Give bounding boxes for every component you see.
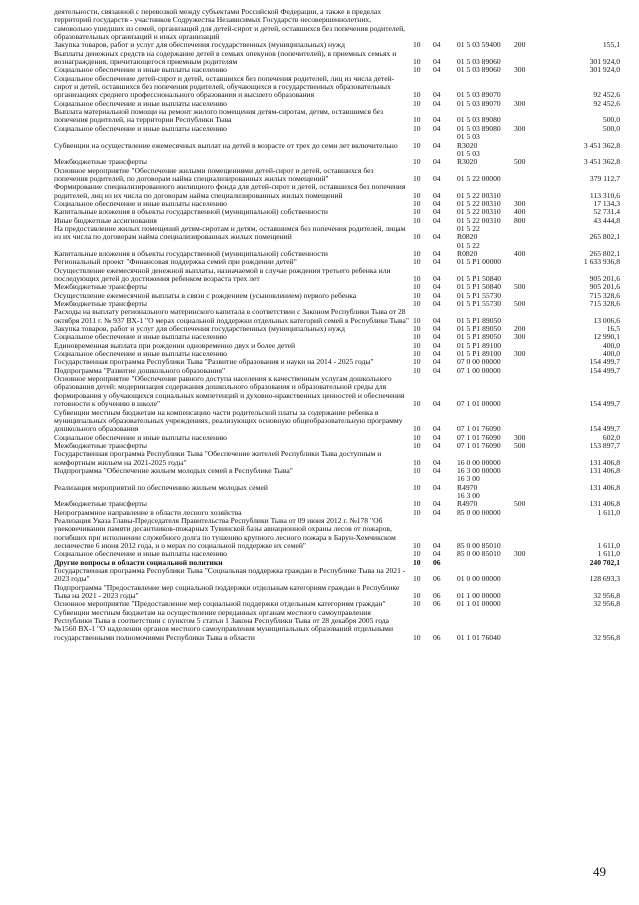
row-target-article: 01 5 22 R0820 [457,223,480,242]
row-name: Социальное обеспечение и иные выплаты населению [54,198,227,208]
row-section: 10 [413,157,421,167]
row-section: 10 [413,465,421,475]
row-subsection: 04 [433,399,441,409]
row-amount: 301 924,0 [589,57,620,67]
row-name: деятельности, связанной с перевозкой между субъектами Российской Федерации, а также в пределах территорий государств - участников Содружества Независимых Государств несовершеннолетних, самовольно ушедших из семей, организаций для детей-сирот и детей, оставшихся без попечения родителей, образовательных организаций и иных организаций [54,7,406,42]
row-target-article: 01 1 00 00000 [457,591,501,601]
table-row [54,584,620,601]
row-name: Осуществление ежемесячной денежной выплаты, назначаемой в случае рождения третьего ребенка или последующих детей до достижения ребенком возраста трех лет [54,265,391,283]
row-name: Подпрограмма "Обеспечение жильем молодых семей в Республике Тыва" [54,465,293,475]
row-expense-type: 400 [514,207,526,217]
row-subsection: 06 [433,632,441,642]
row-amount: 32 956,8 [593,591,620,601]
row-amount: 602,0 [602,432,620,442]
row-target-article: 16 3 00 R4970 [457,490,480,509]
row-subsection: 04 [433,424,441,434]
row-subsection: 04 [433,248,441,258]
row-target-article: 01 5 22 00310 [457,190,501,200]
row-section: 10 [413,65,421,75]
row-name: Реализация мероприятий по обеспечению жильем молодых семей [54,482,268,492]
row-target-article: 07 0 00 00000 [457,357,501,367]
row-name: Непрограммное направление в области лесного хозяйства [54,507,242,517]
row-subsection: 04 [433,457,441,467]
row-target-article: 01 5 03 89060 [457,65,501,75]
row-amount: 131 406,8 [589,465,620,475]
row-section: 10 [413,332,421,342]
row-expense-type: 300 [514,349,526,359]
row-section: 10 [413,574,421,584]
row-target-article: 01 1 01 00000 [457,599,501,609]
row-amount: 32 956,8 [593,632,620,642]
row-subsection: 06 [433,599,441,609]
row-target-article: 01 5 03 R3020 [457,132,480,150]
table-row [54,108,620,125]
row-name: Расходы на выплату регионального материнского капитала в соответствии с Законом Республики Тыва от 28 октября 2011 г. № 937 ВХ-1 "О мерах социальной поддержки отдельных категорий семей в Республике Тыва" [54,307,409,325]
row-subsection: 06 [433,574,441,584]
row-name: Реализация Указа Главы-Председателя Правительства Республики Тыва от 09 июня 2012 г. №178 "Об увековечивании памяти десантников-пожарных Тувинской базы авиационной охраны лесов от пожаров, погибших при исполнении служебного долга по тушению крупного лесного пожара в Барун-Хемчикском лесничестве 6 июня 2012 года, и о мерах по социальной поддержке их семей" [54,515,396,550]
row-target-article: 01 5 03 89070 [457,98,501,108]
table-row [54,125,620,133]
row-target-article: 07 1 01 76090 [457,440,501,450]
row-name: Субвенции на осуществление ежемесячных выплат на детей в возрасте от трех до семи лет включительно [54,140,398,150]
row-section: 10 [413,349,421,359]
row-section: 10 [413,215,421,225]
row-section: 10 [413,432,421,442]
row-target-article: 85 0 00 85010 [457,549,501,559]
row-subsection: 04 [433,315,441,325]
row-subsection: 04 [433,324,441,334]
row-amount: 154 499,7 [589,399,620,409]
row-target-article: 01 5 03 89080 [457,123,501,133]
page-number: 49 [593,864,606,879]
row-amount: 43 444,8 [593,215,620,225]
row-name: Социальное обеспечение и иные выплаты населению [54,432,227,442]
row-target-article: 01 5 22 R0820 [457,240,480,258]
table-row [54,267,620,284]
row-amount: 13 006,6 [593,315,620,325]
row-name: Капитальные вложения в объекты государственной (муниципальной) собственности [54,207,328,217]
row-name: Межбюджетные трансферты [54,299,147,309]
row-subsection: 04 [433,257,441,267]
table-row [54,467,620,475]
row-subsection: 04 [433,432,441,442]
row-section: 10 [413,399,421,409]
row-amount: 301 924,0 [589,65,620,75]
row-amount: 131 406,8 [589,457,620,467]
row-expense-type: 300 [514,98,526,108]
row-expense-type: 300 [514,198,526,208]
row-name: Основное мероприятие "Обеспечение равного доступа населения к качественным услугам дошкольного образования детей: модернизация содержания дошкольного образования и образовательной среды для формирования у обучающихся социальных компетенций и духовно-нравственных ценностей и обеспечения готовности к обучению в школе" [54,374,405,409]
row-section: 10 [413,248,421,258]
row-amount: 265 802,1 [589,248,620,258]
row-name: Социальное обеспечение и иные выплаты населению [54,65,227,75]
row-amount: 240 702,1 [589,557,620,567]
row-subsection: 04 [433,290,441,300]
row-subsection: 04 [433,198,441,208]
row-target-article: 01 5 P1 00000 [457,257,502,267]
row-section: 10 [413,282,421,292]
row-name: Другие вопросы в области социальной политики [54,557,223,567]
table-row [54,308,620,325]
table-row [54,409,620,434]
row-subsection: 04 [433,173,441,183]
row-expense-type: 800 [514,215,526,225]
row-subsection: 04 [433,215,441,225]
row-section: 10 [413,591,421,601]
row-section: 10 [413,507,421,517]
row-target-article: 07 1 00 00000 [457,365,501,375]
row-name: Иные бюджетные ассигнования [54,215,157,225]
row-target-article: 16 3 00 00000 [457,465,501,475]
row-subsection: 04 [433,465,441,475]
row-target-article: 07 1 01 76090 [457,424,501,434]
row-subsection: 04 [433,57,441,67]
row-amount: 131 406,8 [589,499,620,509]
row-section: 10 [413,340,421,350]
row-expense-type: 300 [514,332,526,342]
row-section: 10 [413,173,421,183]
row-target-article: 01 5 P1 89100 [457,340,502,350]
row-name: На предоставление жилых помещений детям-сиротам и детям, оставшимся без попечения родителей, лицам из их числа по договорам найма специализированных жилых помещений [54,223,406,242]
table-row [54,183,620,200]
row-expense-type: 500 [514,157,526,167]
row-section: 10 [413,599,421,609]
table-row [54,50,620,67]
row-amount: 1 633 936,8 [583,257,620,267]
row-expense-type: 300 [514,123,526,133]
row-amount: 92 452,6 [593,98,620,108]
row-amount: 715 328,6 [589,290,620,300]
table-row [54,133,620,150]
row-subsection: 04 [433,98,441,108]
row-expense-type: 200 [514,324,526,334]
row-subsection: 04 [433,340,441,350]
row-amount: 3 451 362,8 [583,140,620,150]
row-amount: 32 956,8 [593,599,620,609]
row-section: 10 [413,115,421,125]
row-expense-type: 300 [514,549,526,559]
row-target-article: 01 5 P1 89100 [457,349,502,359]
row-subsection: 04 [433,115,441,125]
row-amount: 905 201,6 [589,274,620,283]
row-expense-type: 300 [514,432,526,442]
row-name: Субвенции местным бюджетам на компенсацию части родительской платы за содержание ребенка в муниципальных образовательных учреждениях, реализующих основную общеобразовательную программу дошкольного образования [54,407,403,434]
row-section: 10 [413,190,421,200]
table-row [54,567,620,584]
row-name: Социальное обеспечение и иные выплаты населению [54,123,227,133]
row-subsection: 04 [433,541,441,550]
row-target-article: 01 5 22 00310 [457,207,501,217]
row-amount: 17 134,3 [593,198,620,208]
table-row [54,8,620,41]
table-row [54,75,620,100]
row-section: 10 [413,541,421,550]
row-name: Социальное обеспечение и иные выплаты населению [54,349,227,359]
row-expense-type: 500 [514,440,526,450]
row-target-article: 01 5 P1 89050 [457,324,502,334]
row-target-article: 01 5 03 59400 [457,40,501,50]
row-section: 10 [413,274,421,283]
row-name: Субвенции местным бюджетам на осуществление переданных органам местного самоуправления Республики Тыва в соответствии с пунктом 5 статьи 1 Закона Республики Тыва от 28 декабря 2005 года №1560 ВХ-1 "О наделении органов местного самоуправления муниципальных образований отдельными государственными полномочиями Республики Тыва в области [54,607,394,642]
row-target-article: 16 3 00 R4970 [457,474,480,492]
row-target-article: 01 5 22 00000 [457,173,501,183]
row-subsection: 04 [433,90,441,100]
row-subsection: 06 [433,591,441,601]
row-name: Социальное обеспечение и иные выплаты населению [54,98,227,108]
table-row [54,609,620,642]
row-section: 10 [413,632,421,642]
row-name: Социальное обеспечение и иные выплаты населению [54,332,227,342]
row-name: Региональный проект "Финансовая поддержка семей при рождении детей" [54,257,297,267]
row-amount: 1 611,0 [597,541,620,550]
row-expense-type: 500 [514,499,526,509]
row-target-article: 01 5 03 89080 [457,115,501,125]
row-section: 10 [413,357,421,367]
row-section: 10 [413,57,421,67]
row-subsection: 04 [433,507,441,517]
row-name: Межбюджетные трансферты [54,282,147,292]
row-expense-type: 300 [514,65,526,75]
row-section: 10 [413,324,421,334]
row-section: 10 [413,290,421,300]
row-target-article: 07 1 01 00000 [457,399,501,409]
row-name: Государственная программа Республики Тыва "Развитие образования и науки на 2014 - 2025 годы" [54,357,374,367]
row-target-article: 01 5 22 00310 [457,215,501,225]
row-amount: 155,1 [602,40,620,50]
row-subsection: 04 [433,549,441,559]
row-section: 10 [413,365,421,375]
row-amount: 113 310,6 [589,190,620,200]
row-section: 10 [413,123,421,133]
row-section: 10 [413,299,421,309]
row-amount: 1 611,0 [597,549,620,559]
row-amount: 154 499,7 [589,357,620,367]
row-name: Социальное обеспечение и иные выплаты населению [54,549,227,559]
row-expense-type: 500 [514,299,526,309]
row-subsection: 04 [433,65,441,75]
row-amount: 12 990,1 [593,332,620,342]
row-section: 10 [413,557,421,567]
row-name: Выплаты денежных средств на содержание детей в семьях опекунов (попечителей), в приемных семьях и вознаграждения, причитающегося приемным родителям [54,48,397,67]
row-section: 10 [413,482,421,492]
row-name: Подпрограмма "Предоставление мер социальной поддержки отдельным категориям граждан в Республике Тыва на 2021 - 2023 годы" [54,582,400,601]
budget-table [54,8,620,642]
row-amount: 715 328,6 [589,299,620,309]
row-name: Подпрограмма "Развитие дошкольного образования" [54,365,226,375]
row-target-article: 85 0 00 85010 [457,541,501,550]
row-section: 10 [413,207,421,217]
row-amount: 154 499,7 [589,365,620,375]
row-target-article: 01 5 03 R3020 [457,148,480,167]
row-subsection: 04 [433,365,441,375]
row-name: Единовременная выплата при рождении одновременно двух и более детей [54,340,296,350]
row-section: 10 [413,499,421,509]
row-name: Социальное обеспечение детей-сирот и детей, оставшихся без попечения родителей, лиц из числа детей-сирот и детей, оставшихся без попечения родителей, обучающихся в государственных образовательных организациях среднего профессионального образования и высшего образования [54,73,395,100]
row-amount: 500,0 [602,123,620,133]
row-section: 10 [413,457,421,467]
row-target-article: 01 5 P1 50840 [457,282,502,292]
row-amount: 379 112,7 [589,173,620,183]
row-target-article: 01 1 01 76040 [457,632,501,642]
row-section: 10 [413,90,421,100]
row-target-article: 16 0 00 00000 [457,457,501,467]
row-expense-type: 200 [514,40,526,50]
row-section: 10 [413,315,421,325]
row-target-article: 85 0 00 00000 [457,507,501,517]
row-subsection: 04 [433,140,441,150]
row-target-article: 01 5 03 89060 [457,57,501,67]
row-name: Осуществление ежемесячной выплаты в связи с рождением (усыновлением) первого ребенка [54,290,357,300]
row-subsection: 04 [433,274,441,283]
row-amount: 265 802,1 [589,232,620,242]
row-amount: 16,5 [606,324,620,334]
row-subsection: 04 [433,40,441,50]
row-section: 10 [413,424,421,434]
row-name: Капитальные вложения в объекты государственной (муниципальной) собственности [54,248,328,258]
row-amount: 500,0 [602,115,620,125]
row-subsection: 04 [433,499,441,509]
row-name: Межбюджетные трансферты [54,440,147,450]
row-target-article: 01 5 22 00310 [457,198,501,208]
row-name: Выплата материальной помощи на ремонт жилого помещения детям-сиротам, детям, оставшимся без попечения родителей, на территории Республики Тыва [54,107,384,125]
row-target-article: 07 1 01 76090 [457,432,501,442]
row-expense-type: 500 [514,282,526,292]
row-section: 10 [413,257,421,267]
row-section: 10 [413,40,421,50]
row-section: 10 [413,98,421,108]
row-target-article: 01 5 P1 50840 [457,274,502,283]
row-target-article: 01 5 03 89070 [457,90,501,100]
row-subsection: 04 [433,207,441,217]
row-subsection: 04 [433,332,441,342]
row-subsection: 04 [433,123,441,133]
table-row [54,375,620,408]
row-section: 10 [413,232,421,242]
row-amount: 128 693,3 [589,574,620,584]
row-target-article: 01 0 00 00000 [457,574,501,584]
table-row [54,242,620,259]
row-subsection: 04 [433,232,441,242]
row-amount: 400,0 [602,349,620,359]
row-subsection: 04 [433,299,441,309]
row-name: Государственная программа Республики Тыва "Обеспечение жителей Республики Тыва доступным и комфортным жильем на 2021-2025 годы" [54,449,382,467]
row-amount: 154 499,7 [589,424,620,434]
row-amount: 131 406,8 [589,482,620,492]
row-name: Межбюджетные трансферты [54,157,147,167]
row-amount: 153 897,7 [589,440,620,450]
row-amount: 1 611,0 [597,507,620,517]
row-amount: 400,0 [602,340,620,350]
row-target-article: 01 5 P1 89050 [457,332,502,342]
row-section: 10 [413,440,421,450]
row-subsection: 06 [433,557,441,567]
row-subsection: 04 [433,357,441,367]
table-row [54,167,620,184]
row-subsection: 04 [433,440,441,450]
row-section: 10 [413,198,421,208]
table-row [54,517,620,550]
row-amount: 92 452,6 [593,90,620,100]
row-subsection: 04 [433,157,441,167]
row-name: Межбюджетные трансферты [54,499,147,509]
row-subsection: 04 [433,282,441,292]
row-subsection: 04 [433,482,441,492]
table-row [54,225,620,242]
row-expense-type: 400 [514,248,526,258]
row-amount: 905 201,6 [589,282,620,292]
row-name: Закупка товаров, работ и услуг для обеспечения государственных (муниципальных) нужд [54,324,345,334]
row-subsection: 04 [433,190,441,200]
table-row [54,475,620,492]
row-name: Основное мероприятие "Предоставление мер социальной поддержки отдельным категориям граждан" [54,599,386,609]
row-name: Государственная программа Республики Тыва "Социальная поддержка граждан в Республике Тыва на 2021 - 2023 годы" [54,566,406,584]
table-row [54,150,620,167]
row-section: 10 [413,140,421,150]
row-target-article: 01 5 P1 55730 [457,299,502,309]
table-row [54,450,620,467]
row-target-article: 01 5 P1 89050 [457,315,502,325]
row-subsection: 04 [433,349,441,359]
row-name: Основное мероприятие "Обеспечение жилыми помещениями детей-сирот и детей, оставшихся без попечения родителей, по договорам найма специализированных жилых помещений" [54,165,374,183]
row-target-article: 01 5 P1 55730 [457,290,502,300]
row-name: Закупка товаров, работ и услуг для обеспечения государственных (муниципальных) нужд [54,40,345,50]
row-amount: 3 451 362,8 [583,157,620,167]
row-name: Формирование специализированного жилищного фонда для детей-сирот и детей, оставшихся без попечения родителей, лиц из их числа по договорам найма специализированных жилых помещений [54,182,406,200]
row-amount: 52 731,4 [593,207,620,217]
row-section: 10 [413,549,421,559]
table-row [54,492,620,509]
